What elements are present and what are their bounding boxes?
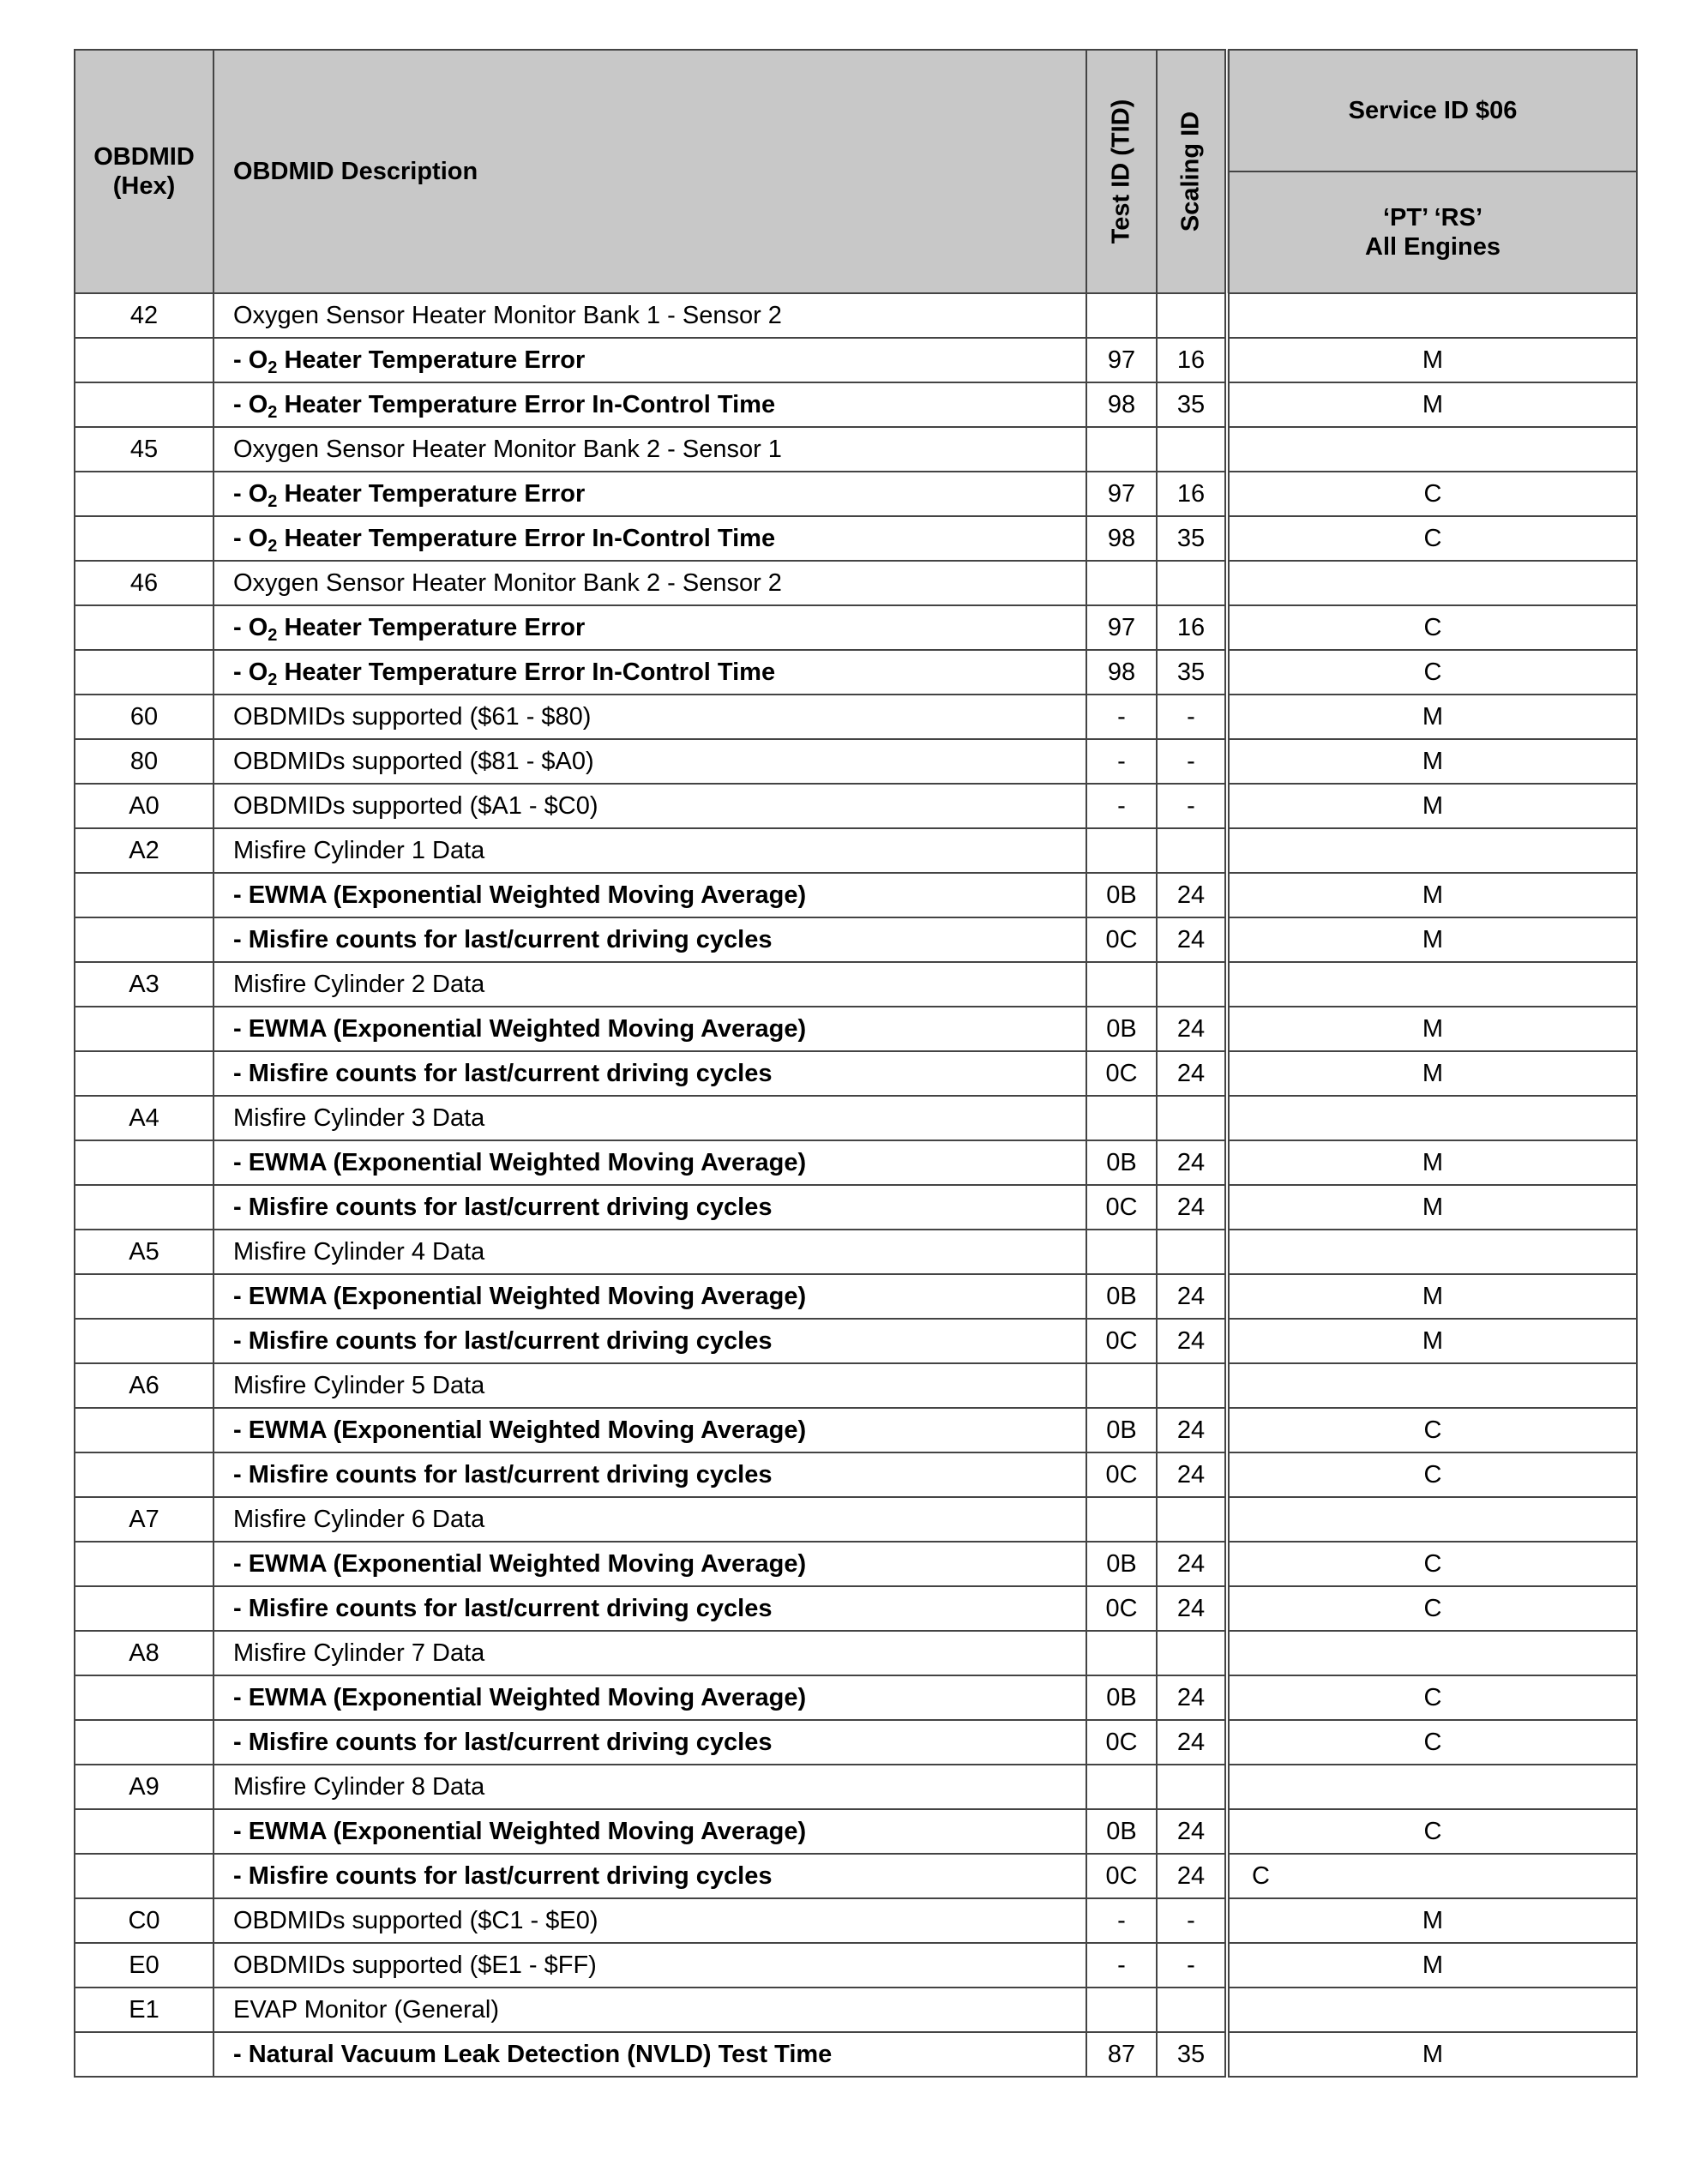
table-row [75,962,1637,1007]
table-row [75,516,1637,561]
description-cell: Misfire Cylinder 7 Data [214,1631,1086,1675]
description-cell: Misfire Cylinder 4 Data [214,1230,1086,1274]
service-mode-cell [1227,1988,1637,2032]
description-cell: Misfire Cylinder 3 Data [214,1096,1086,1140]
service-mode-cell [1227,427,1637,472]
table-row [75,1898,1637,1943]
test-id-cell: 0B [1086,1809,1157,1854]
test-id-cell: 98 [1086,516,1157,561]
obdmid-cell [75,1051,214,1096]
obdmid-cell [75,1586,214,1631]
scaling-id-cell: 24 [1157,1185,1227,1230]
service-mode-cell: M [1227,784,1637,828]
service-mode-cell [1227,1765,1637,1809]
service-mode-cell [1227,1096,1637,1140]
service-mode-cell: C [1227,1408,1637,1452]
service-mode-cell [1227,1363,1637,1408]
scaling-id-cell [1157,1096,1227,1140]
description-cell: - Misfire counts for last/current driving cycles [214,1720,1086,1765]
description-cell: Oxygen Sensor Heater Monitor Bank 1 - Sensor 2 [214,293,1086,338]
test-id-cell [1086,427,1157,472]
description-cell: Misfire Cylinder 2 Data [214,962,1086,1007]
obdmid-cell: A5 [75,1230,214,1274]
description-cell: - EWMA (Exponential Weighted Moving Average) [214,1809,1086,1854]
test-id-cell: 0C [1086,1720,1157,1765]
obdmid-cell: A2 [75,828,214,873]
scaling-id-cell [1157,561,1227,605]
test-id-cell: - [1086,1898,1157,1943]
obdmid-cell: A6 [75,1363,214,1408]
table-row [75,382,1637,427]
obdmid-cell [75,1542,214,1586]
description-cell: - $O_2$ Heater Temperature Error In-Control Time [214,516,1086,561]
scaling-id-cell: - [1157,739,1227,784]
obdmid-cell: 42 [75,293,214,338]
scaling-id-cell [1157,427,1227,472]
scaling-id-cell: 24 [1157,1452,1227,1497]
obdmid-cell [75,917,214,962]
table-row [75,1007,1637,1051]
description-cell: - EWMA (Exponential Weighted Moving Average) [214,1007,1086,1051]
scaling-id-cell [1157,1230,1227,1274]
test-id-cell [1086,293,1157,338]
scaling-id-cell: 24 [1157,1586,1227,1631]
scaling-id-cell [1157,1988,1227,2032]
test-id-cell: 98 [1086,382,1157,427]
description-cell: - $O_2$ Heater Temperature Error In-Control Time [214,382,1086,427]
table-row [75,427,1637,472]
service-mode-cell: M [1227,338,1637,382]
service-mode-cell [1227,293,1637,338]
table-row [75,695,1637,739]
obdmid-cell: 46 [75,561,214,605]
service-mode-cell: M [1227,2032,1637,2077]
scaling-id-cell [1157,1363,1227,1408]
table-row [75,1631,1637,1675]
description-cell: OBDMIDs supported ($C1 - $E0) [214,1898,1086,1943]
obdmid-cell [75,650,214,695]
table-row [75,293,1637,338]
obdmid-cell [75,1185,214,1230]
obdmid-cell [75,472,214,516]
scaling-id-cell: 24 [1157,1140,1227,1185]
obdmid-cell [75,1720,214,1765]
test-id-cell: 0B [1086,1007,1157,1051]
service-mode-cell: C [1227,516,1637,561]
obdmid-cell [75,1408,214,1452]
description-cell: OBDMIDs supported ($A1 - $C0) [214,784,1086,828]
test-id-cell: 0B [1086,1542,1157,1586]
table-row [75,1096,1637,1140]
service-mode-cell [1227,828,1637,873]
service-id-header: Service ID $06 [1227,50,1637,171]
test-id-cell [1086,1765,1157,1809]
service-mode-cell [1227,962,1637,1007]
service-mode-cell: C [1227,605,1637,650]
test-id-header-label: Test ID (TID) [1107,99,1135,244]
test-id-cell: 97 [1086,472,1157,516]
test-id-cell: 0B [1086,1274,1157,1319]
table-row [75,917,1637,962]
test-id-cell [1086,1988,1157,2032]
obdmid-cell: A7 [75,1497,214,1542]
description-cell: OBDMIDs supported ($81 - $A0) [214,739,1086,784]
table-row [75,1185,1637,1230]
test-id-cell: - [1086,739,1157,784]
test-id-cell [1086,828,1157,873]
all-engines-label: All Engines [1365,233,1501,261]
scaling-id-cell: - [1157,695,1227,739]
obdmid-cell: A8 [75,1631,214,1675]
scaling-id-cell [1157,1497,1227,1542]
test-id-cell: - [1086,1943,1157,1988]
description-cell: - Misfire counts for last/current driving cycles [214,1452,1086,1497]
service-mode-cell: C [1227,1675,1637,1720]
service-mode-cell [1227,1631,1637,1675]
test-id-cell: - [1086,784,1157,828]
scaling-id-cell: 24 [1157,1542,1227,1586]
test-id-cell: 0B [1086,873,1157,917]
obdmid-cell: C0 [75,1898,214,1943]
obdmid-cell [75,1452,214,1497]
service-mode-cell: C [1227,472,1637,516]
scaling-id-cell: 16 [1157,472,1227,516]
description-header: OBDMID Description [214,50,1086,293]
table-row [75,561,1637,605]
test-id-cell [1086,1631,1157,1675]
service-mode-cell: C [1227,1586,1637,1631]
description-cell: - $O_2$ Heater Temperature Error In-Control Time [214,650,1086,695]
obdmid-cell [75,1809,214,1854]
scaling-id-header [1157,50,1227,293]
description-cell: - Misfire counts for last/current driving cycles [214,1051,1086,1096]
table-row [75,472,1637,516]
test-id-cell: 0C [1086,1319,1157,1363]
description-cell: - EWMA (Exponential Weighted Moving Average) [214,1675,1086,1720]
service-mode-cell: M [1227,873,1637,917]
test-id-cell [1086,962,1157,1007]
table-row [75,1408,1637,1452]
test-id-cell: 97 [1086,338,1157,382]
scaling-id-cell: 35 [1157,516,1227,561]
service-mode-cell: M [1227,695,1637,739]
table-row [75,1363,1637,1408]
obdmid-cell: A4 [75,1096,214,1140]
scaling-id-cell: 24 [1157,1007,1227,1051]
service-mode-cell: M [1227,1185,1637,1230]
description-cell: Misfire Cylinder 1 Data [214,828,1086,873]
service-mode-cell: C [1227,1452,1637,1497]
description-cell: Misfire Cylinder 8 Data [214,1765,1086,1809]
service-mode-cell: M [1227,382,1637,427]
obdmid-cell: 45 [75,427,214,472]
obdmid-cell [75,1854,214,1898]
test-id-cell: - [1086,695,1157,739]
test-id-cell: 98 [1086,650,1157,695]
scaling-id-cell: 24 [1157,1720,1227,1765]
service-mode-cell: C [1227,1720,1637,1765]
table-header [75,50,1637,293]
obdmid-cell [75,338,214,382]
service-mode-cell [1227,561,1637,605]
test-id-cell: 0C [1086,1051,1157,1096]
obdmid-header [75,50,214,293]
test-id-cell: 97 [1086,605,1157,650]
scaling-id-header-label: Scaling ID [1176,111,1205,232]
pt-rs-label: ‘PT’ ‘RS’ [1382,204,1483,232]
description-cell: OBDMIDs supported ($E1 - $FF) [214,1943,1086,1988]
scaling-id-cell: 24 [1157,1274,1227,1319]
scaling-id-cell: 24 [1157,1854,1227,1898]
scaling-id-cell [1157,1765,1227,1809]
scaling-id-cell: 24 [1157,1675,1227,1720]
description-cell: - Misfire counts for last/current driving cycles [214,917,1086,962]
obdmid-table [74,49,1638,2078]
description-cell: - EWMA (Exponential Weighted Moving Average) [214,1274,1086,1319]
scaling-id-cell [1157,1631,1227,1675]
scaling-id-cell [1157,828,1227,873]
scaling-id-cell: - [1157,1943,1227,1988]
test-id-cell: 0C [1086,1854,1157,1898]
scaling-id-cell: 24 [1157,1051,1227,1096]
service-mode-cell: C [1227,1542,1637,1586]
service-mode-cell: M [1227,739,1637,784]
obdmid-cell [75,1675,214,1720]
obdmid-cell [75,1007,214,1051]
obdmid-cell [75,382,214,427]
scaling-id-cell: 24 [1157,1319,1227,1363]
test-id-cell: 0C [1086,1185,1157,1230]
description-cell: - Misfire counts for last/current driving cycles [214,1185,1086,1230]
scaling-id-cell: 35 [1157,650,1227,695]
description-cell: Misfire Cylinder 6 Data [214,1497,1086,1542]
service-mode-cell [1227,1497,1637,1542]
table-row [75,1319,1637,1363]
table-row [75,605,1637,650]
description-cell: - Misfire counts for last/current driving cycles [214,1586,1086,1631]
scaling-id-cell: 35 [1157,382,1227,427]
table-row [75,338,1637,382]
table-row [75,1230,1637,1274]
description-cell: - Natural Vacuum Leak Detection (NVLD) Test Time [214,2032,1086,2077]
table-row [75,2032,1637,2077]
table-row [75,1542,1637,1586]
service-mode-cell: M [1227,1319,1637,1363]
scaling-id-cell [1157,962,1227,1007]
description-cell: Oxygen Sensor Heater Monitor Bank 2 - Sensor 2 [214,561,1086,605]
test-id-cell: 0C [1086,917,1157,962]
service-mode-cell: C [1227,1809,1637,1854]
obdmid-cell [75,1140,214,1185]
test-id-header [1086,50,1157,293]
scaling-id-cell: 24 [1157,873,1227,917]
table-row [75,1720,1637,1765]
obdmid-cell: E1 [75,1988,214,2032]
test-id-cell: 0B [1086,1408,1157,1452]
obdmid-cell: A3 [75,962,214,1007]
obdmid-cell [75,516,214,561]
table-row [75,1809,1637,1854]
obdmid-header-line1: OBDMID [93,143,195,171]
scaling-id-cell: 24 [1157,917,1227,962]
table-row [75,1988,1637,2032]
table-row [75,739,1637,784]
scaling-id-cell: 16 [1157,605,1227,650]
scaling-id-cell: 24 [1157,1809,1227,1854]
test-id-cell: 0B [1086,1140,1157,1185]
table-row [75,873,1637,917]
obdmid-cell: 80 [75,739,214,784]
service-mode-cell: M [1227,1274,1637,1319]
table-row [75,784,1637,828]
service-mode-cell [1227,1230,1637,1274]
engines-header [1227,171,1637,293]
description-cell: Oxygen Sensor Heater Monitor Bank 2 - Sensor 1 [214,427,1086,472]
obdmid-cell: A0 [75,784,214,828]
table-row [75,1943,1637,1988]
table-row [75,1051,1637,1096]
table-row [75,1140,1637,1185]
test-id-cell: 0C [1086,1452,1157,1497]
description-cell: - Misfire counts for last/current driving cycles [214,1854,1086,1898]
table-row [75,1765,1637,1809]
table-row [75,1497,1637,1542]
description-cell: - $O_2$ Heater Temperature Error [214,338,1086,382]
table-row [75,1675,1637,1720]
table-row [75,1274,1637,1319]
scaling-id-cell [1157,293,1227,338]
description-cell: - $O_2$ Heater Temperature Error [214,472,1086,516]
service-mode-cell: C [1227,650,1637,695]
description-cell: - $O_2$ Heater Temperature Error [214,605,1086,650]
obdmid-cell [75,1274,214,1319]
table-row [75,1452,1637,1497]
description-cell: - EWMA (Exponential Weighted Moving Average) [214,873,1086,917]
service-mode-cell: M [1227,1007,1637,1051]
service-mode-cell: M [1227,1051,1637,1096]
description-cell: - EWMA (Exponential Weighted Moving Average) [214,1140,1086,1185]
test-id-cell [1086,1230,1157,1274]
description-cell: Misfire Cylinder 5 Data [214,1363,1086,1408]
description-cell: - EWMA (Exponential Weighted Moving Average) [214,1542,1086,1586]
table-row [75,650,1637,695]
table-row [75,828,1637,873]
obdmid-cell: E0 [75,1943,214,1988]
table-row [75,1854,1637,1898]
test-id-cell: 87 [1086,2032,1157,2077]
table-row [75,1586,1637,1631]
description-cell: OBDMIDs supported ($61 - $80) [214,695,1086,739]
scaling-id-cell: 24 [1157,1408,1227,1452]
obdmid-cell: A9 [75,1765,214,1809]
obdmid-cell [75,2032,214,2077]
service-mode-cell: M [1227,917,1637,962]
test-id-cell [1086,1497,1157,1542]
description-cell: - Misfire counts for last/current driving cycles [214,1319,1086,1363]
obdmid-cell [75,873,214,917]
table-body [75,293,1637,2077]
scaling-id-cell: - [1157,1898,1227,1943]
obdmid-cell: 60 [75,695,214,739]
scaling-id-cell: - [1157,784,1227,828]
service-mode-cell: C [1227,1854,1637,1898]
test-id-cell [1086,1096,1157,1140]
service-mode-cell: M [1227,1898,1637,1943]
obdmid-cell [75,1319,214,1363]
test-id-cell [1086,561,1157,605]
scaling-id-cell: 35 [1157,2032,1227,2077]
obdmid-cell [75,605,214,650]
test-id-cell [1086,1363,1157,1408]
scaling-id-cell: 16 [1157,338,1227,382]
service-mode-cell: M [1227,1140,1637,1185]
test-id-cell: 0B [1086,1675,1157,1720]
description-cell: EVAP Monitor (General) [214,1988,1086,2032]
service-mode-cell: M [1227,1943,1637,1988]
description-cell: - EWMA (Exponential Weighted Moving Average) [214,1408,1086,1452]
obdmid-header-line2: (Hex) [112,172,176,200]
test-id-cell: 0C [1086,1586,1157,1631]
